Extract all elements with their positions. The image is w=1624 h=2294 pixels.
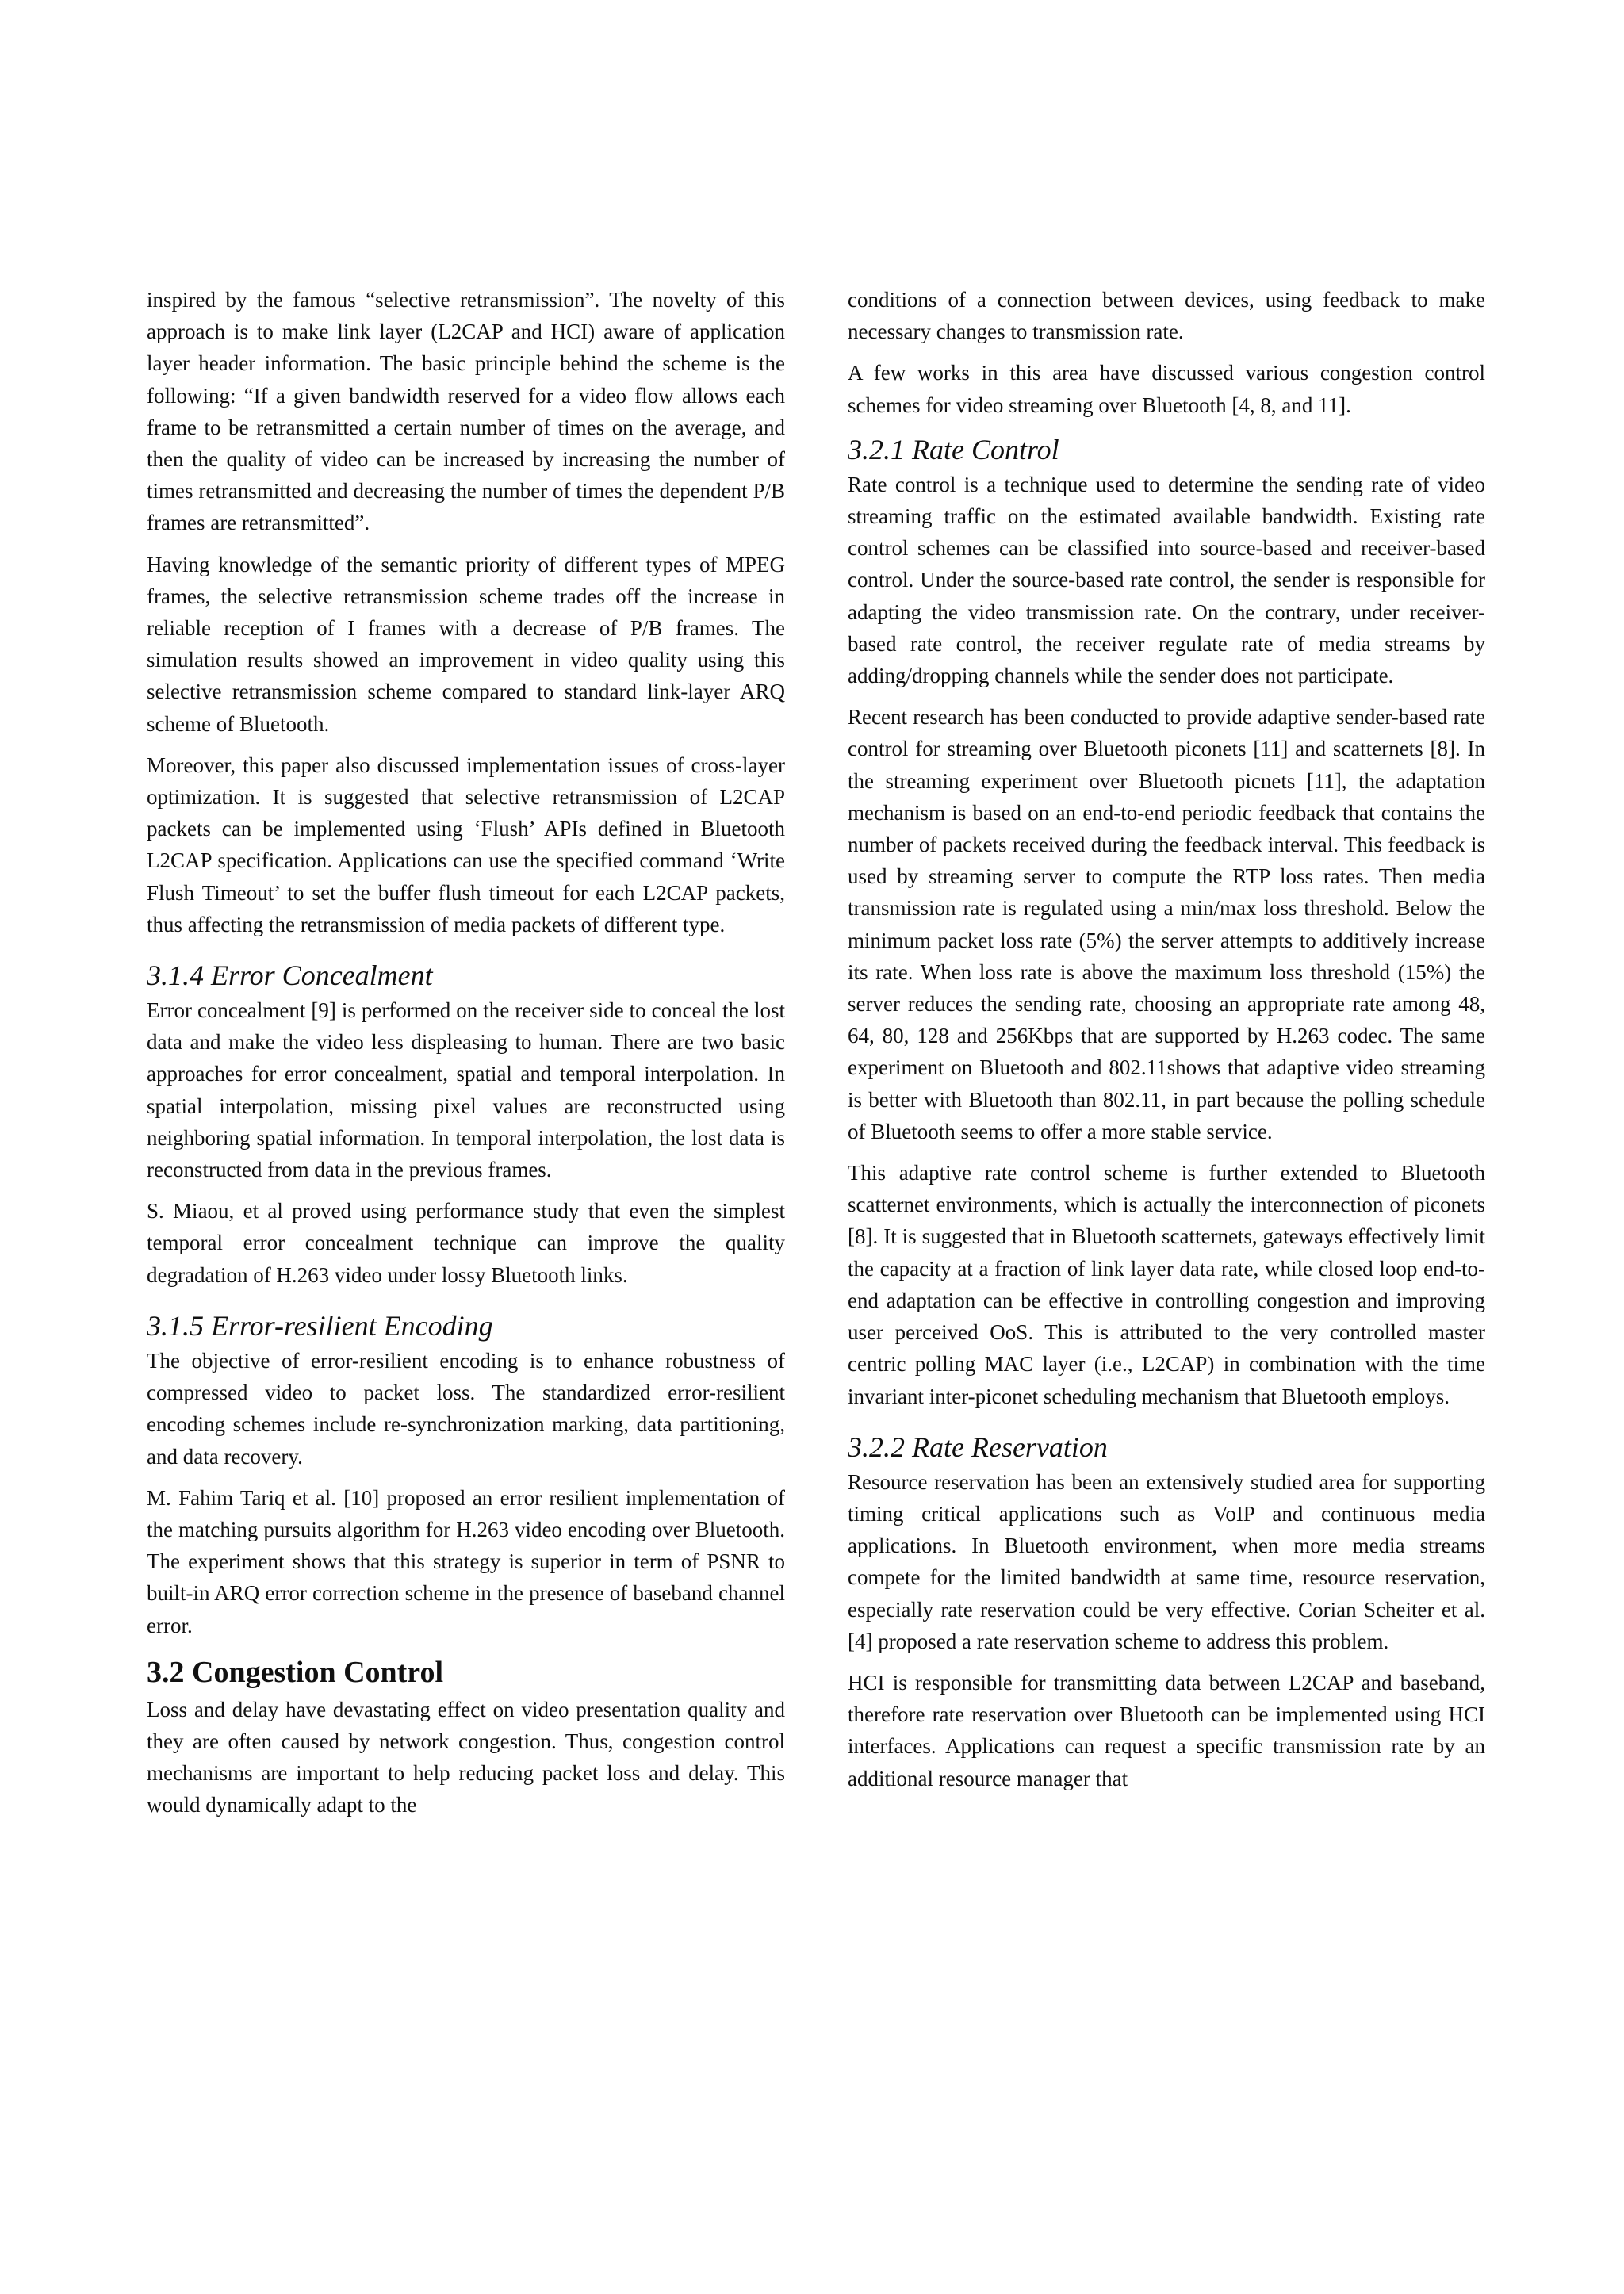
section-heading-3-1-5: 3.1.5 Error-resilient Encoding <box>147 1309 493 1342</box>
paragraph: Recent research has been conducted to provide adaptive sender-based rate control for streaming over Bluetooth piconets [11] and scatternets [8]. In the streaming experiment over Bluetooth picnets [11], the adaptation mechanism is based on an end-to-end periodic feedback that contains the number of packets received during the feedback interval. This feedback is used by streaming server to compute the RTP loss rates. Then media transmission rate is regulated using a min/max loss threshold. Below the minimum packet loss rate (5%) the server attempts to additively increase its rate. When loss rate is above the maximum loss threshold (15%) the server reduces the sending rate, choosing an appropriate rate among 48, 64, 80, 128 and 256Kbps that are supported by H.263 codec. The same experiment on Bluetooth and 802.11shows that adaptive video streaming is better with Bluetooth than 802.11, in part because the polling schedule of Bluetooth seems to offer a more stable service. <box>848 705 1485 1143</box>
paragraph: HCI is responsible for transmitting data between L2CAP and baseband, therefore rate reservation over Bluetooth can be implemented using HCI interfaces. Applications can request a specific transmission rate by an additional resource manager that <box>848 1670 1485 1790</box>
section-heading-3-1-4: 3.1.4 Error Concealment <box>147 959 433 992</box>
section-heading-3-2-2: 3.2.2 Rate Reservation <box>848 1430 1108 1463</box>
right-column <box>848 284 1485 1804</box>
paragraph: A few works in this area have discussed various congestion control schemes for video streaming over Bluetooth [4, 8, and 11]. <box>848 361 1485 417</box>
section-heading-3-2-1: 3.2.1 Rate Control <box>848 433 1059 465</box>
paragraph: Moreover, this paper also discussed implementation issues of cross-layer optimization. It is suggested that selective retransmission of L2CAP packets can be implemented using ‘Flush’ APIs defined in Bluetooth L2CAP specification. Applications can use the specified command ‘Write Flush Timeout’ to set the buffer flush timeout for each L2CAP packets, thus affecting the retransmission of media packets of different type. <box>147 753 785 936</box>
paragraph: This adaptive rate control scheme is further extended to Bluetooth scatternet environments, which is actually the interconnection of piconets [8]. It is suggested that in Bluetooth scatternets, gateways effectively limit the capacity at a fraction of link layer data rate, while closed loop end-to-end adaptation can be effective in controlling congestion and improving user perceived OoS. This is attributed to the very controlled master centric polling MAC layer (i.e., L2CAP) in combination with the time invariant inter-piconet scheduling mechanism that Bluetooth employs. <box>848 1161 1485 1408</box>
section-heading-3-2: 3.2 Congestion Control <box>147 1655 444 1689</box>
paragraph: Resource reservation has been an extensively studied area for supporting timing critical applications such as VoIP and continuous media applications. In Bluetooth environment, when more media streams compete for the limited bandwidth at same time, resource reservation, especially rate reservation could be very effective. Corian Scheiter et al. [4] proposed a rate reservation scheme to address this problem. <box>848 1469 1485 1653</box>
paragraph: inspired by the famous “selective retransmission”. The novelty of this approach is to make link layer (L2CAP and HCI) aware of application layer header information. The basic principle behind the scheme is the following: “If a given bandwidth reserved for a video flow allows each frame to be retransmitted a certain number of times on the average, and then the quality of video can be increased by increasing the number of times retransmitted and decreasing the number of times the dependent P/B frames are retransmitted”. <box>147 288 785 535</box>
paragraph: M. Fahim Tariq et al. [10] proposed an error resilient implementation of the matching pursuits algorithm for H.263 video encoding over Bluetooth. The experiment shows that this strategy is superior in term of PSNR to built-in ARQ error correction scheme in the presence of baseband channel error. <box>147 1485 785 1637</box>
paragraph: conditions of a connection between devices, using feedback to make necessary changes to transmission rate. <box>848 288 1485 344</box>
paragraph: Having knowledge of the semantic priority of different types of MPEG frames, the selective retransmission scheme trades off the increase in reliable reception of I frames with a decrease of P/B frames. The simulation results showed an improvement in video quality using this selective retransmission scheme compared to standard link-layer ARQ scheme of Bluetooth. <box>147 552 785 736</box>
left-column <box>147 284 785 1831</box>
paragraph: Loss and delay have devastating effect on video presentation quality and they are often caused by network congestion. Thus, congestion control mechanisms are important to help reducing packet loss and delay. This would dynamically adapt to the <box>147 1697 785 1817</box>
paragraph: Rate control is a technique used to determine the sending rate of video streaming traffic on the estimated available bandwidth. Existing rate control schemes can be classified into source-based and receiver-based control. Under the source-based rate control, the sender is responsible for adapting the video transmission rate. On the contrary, under receiver-based rate control, the receiver regulate rate of media streams by adding/dropping channels while the sender does not participate. <box>848 472 1485 688</box>
paragraph: Error concealment [9] is performed on the receiver side to conceal the lost data and make the video less displeasing to human. There are two basic approaches for error concealment, spatial and temporal interpolation. In spatial interpolation, missing pixel values are reconstructed using neighboring spatial information. In temporal interpolation, the lost data is reconstructed from data in the previous frames. <box>147 998 785 1182</box>
paragraph: S. Miaou, et al proved using performance study that even the simplest temporal error concealment technique can improve the quality degradation of H.263 video under lossy Bluetooth links. <box>147 1199 785 1287</box>
paragraph: The objective of error-resilient encoding is to enhance robustness of compressed video to packet loss. The standardized error-resilient encoding schemes include re-synchronization marking, data partitioning, and data recovery. <box>147 1348 785 1469</box>
